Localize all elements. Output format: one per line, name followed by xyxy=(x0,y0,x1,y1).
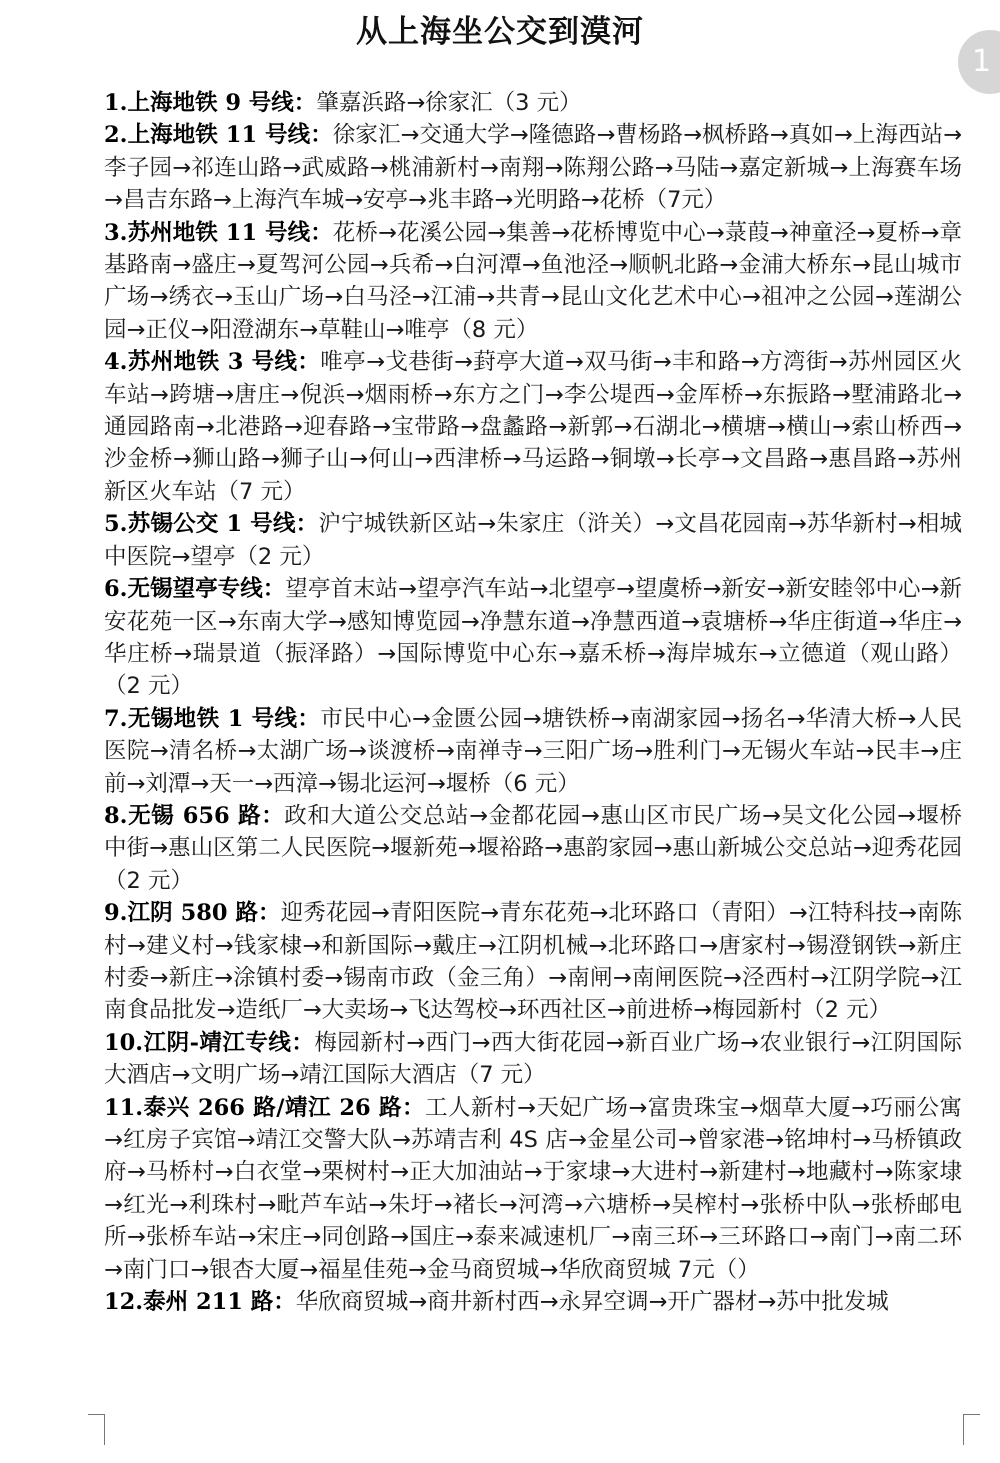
route-stops: 花桥→花溪公园→集善→花桥博览中心→菉葭→神童泾→夏桥→章基路南→盛庄→夏驾河公园→兵希→白河潭→鱼池泾→顺帆北路→金浦大桥东→昆山城市广场→绣衣→玉山广场→白马泾→江浦→共青→昆山文化艺术中心→祖冲之公园→莲湖公园→正仪→阳澄湖东→草鞋山→唯亭（8 元） xyxy=(104,219,962,343)
route-stops: 市民中心→金匮公园→塘铁桥→南湖家园→扬名→华清大桥→人民医院→清名桥→太湖广场→谈渡桥→南禅寺→三阳广场→胜利门→无锡火车站→民丰→庄前→刘潭→天一→西漳→锡北运河→堰桥（6 元） xyxy=(104,705,962,797)
route-item xyxy=(104,1092,962,1286)
route-item xyxy=(104,217,962,347)
page-corner-mark-right xyxy=(963,1414,980,1445)
route-list xyxy=(104,87,962,1318)
route-name: 10.江阴-靖江专线： xyxy=(104,1029,315,1056)
page-title: 从上海坐公交到漠河 xyxy=(356,14,644,50)
route-item xyxy=(104,897,962,1027)
route-item xyxy=(104,119,962,216)
route-stops: 肇嘉浜路→徐家汇（3 元） xyxy=(316,90,582,116)
route-name: 9.江阴 580 路： xyxy=(104,900,281,927)
route-stops: 唯亭→戈巷街→葑亭大道→双马街→丰和路→方湾街→苏州园区火车站→跨塘→唐庄→倪浜→烟雨桥→东方之门→李公堤西→金厍桥→东振路→墅浦路北→通园路南→北港路→迎春路→宝带路→盘蠡路→新郭→石湖北→横塘→横山→索山桥西→沙金桥→狮山路→狮子山→何山→西津桥→马运路→铜墩→长亭→文昌路→惠昌路→苏州新区火车站（7 元） xyxy=(104,349,962,505)
route-item xyxy=(104,508,962,573)
route-name: 6.无锡望亭专线： xyxy=(104,576,286,603)
route-name: 4.苏州地铁 3 号线： xyxy=(104,349,321,376)
route-name: 5.苏锡公交 1 号线： xyxy=(104,511,319,538)
route-stops: 迎秀花园→青阳医院→青东花苑→北环路口（青阳）→江特科技→南陈村→建义村→钱家棣→和新国际→戴庄→江阴机械→北环路口→唐家村→锡澄钢铁→新庄村委→新庄→涂镇村委→锡南市政（金三角）→南闸→南闸医院→泾西村→江阴学院→江南食品批发→造纸厂→大卖场→飞达驾校→环西社区→前进桥→梅园新村（2 元） xyxy=(104,900,963,1024)
route-stops: 工人新村→天妃广场→富贵珠宝→烟草大厦→巧丽公寓→红房子宾馆→靖江交警大队→苏靖吉利 4S 店→金星公司→曾家港→铭坤村→马桥镇政府→马桥村→白衣堂→栗树村→正大加油站→于家埭→大进村→新建村→地藏村→陈家埭→红光→利珠村→毗芦车站→朱圩→褚长→河湾→六塘桥→吴榨村→张桥中队→张桥邮电所→张桥车站→宋庄→同创路→国庄→泰来减速机厂→南三环→三环路口→南门→南二环→南门口→银杏大厦→福星佳苑→金马商贸城→华欣商贸城 7元（） xyxy=(104,1094,962,1283)
route-name: 7.无锡地铁 1 号线： xyxy=(104,705,321,732)
route-stops: 沪宁城铁新区站→朱家庄（浒关）→文昌花园南→苏华新村→相城中医院→望亭（2 元） xyxy=(104,511,962,570)
route-stops: 徐家汇→交通大学→隆德路→曹杨路→枫桥路→真如→上海西站→李子园→祁连山路→武威路→桃浦新村→南翔→陈翔公路→马陆→嘉定新城→上海赛车场→昌吉东路→上海汽车城→安亭→兆丰路→光明路→花桥（7元） xyxy=(104,122,962,214)
route-item xyxy=(104,800,962,897)
route-name: 11.泰兴 266 路/靖江 26 路： xyxy=(104,1094,426,1121)
route-item xyxy=(104,1286,962,1318)
route-item xyxy=(104,573,962,703)
page-corner-mark-left xyxy=(88,1414,105,1445)
route-stops: 华欣商贸城→商井新村西→永昇空调→开广器材→苏中批发城 xyxy=(295,1289,889,1316)
route-stops: 望亭首末站→望亭汽车站→北望亭→望虞桥→新安→新安睦邻中心→新安花苑一区→东南大学→感知博览园→净慧东道→净慧西道→袁塘桥→华庄街道→华庄→华庄桥→瑞景道（振泽路）→国际博览中心东→嘉禾桥→海岸城东→立德道（观山路）（2 元） xyxy=(104,576,962,700)
route-stops: 梅园新村→西门→西大街花园→新百业广场→农业银行→江阴国际大酒店→文明广场→靖江国际大酒店（7 元） xyxy=(104,1029,963,1089)
route-name: 2.上海地铁 11 号线： xyxy=(104,122,333,149)
route-name: 12.泰州 211 路： xyxy=(104,1289,296,1316)
route-name: 8.无锡 656 路： xyxy=(104,802,285,829)
route-item xyxy=(104,87,962,119)
page-number-badge[interactable]: 1 xyxy=(958,30,1000,94)
route-stops: 政和大道公交总站→金都花园→惠山区市民广场→吴文化公园→堰桥中街→惠山区第二人民医院→堰新苑→堰裕路→惠韵家园→惠山新城公交总站→迎秀花园（2 元） xyxy=(104,802,962,894)
route-item xyxy=(104,1027,962,1092)
route-item xyxy=(104,346,962,508)
route-item xyxy=(104,703,962,800)
route-name: 3.苏州地铁 11 号线： xyxy=(104,219,333,246)
route-name: 1.上海地铁 9 号线： xyxy=(104,90,317,116)
